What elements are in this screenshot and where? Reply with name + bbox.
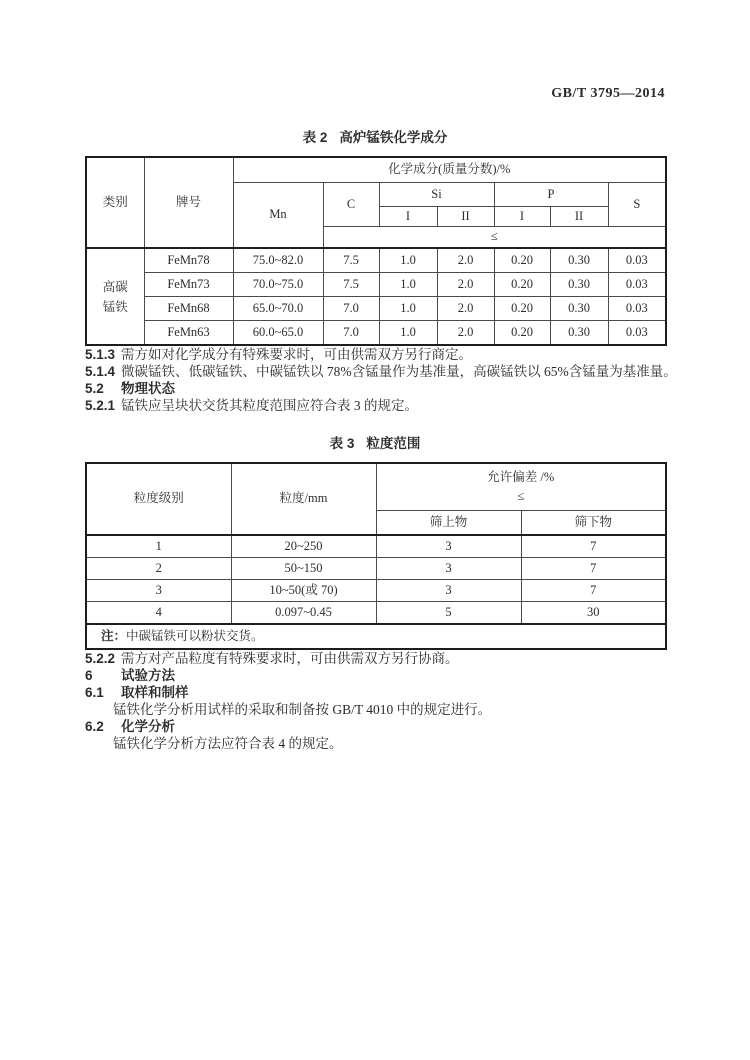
si1-cell: 1.0 [379, 248, 437, 273]
table3-title-text: 粒度范围 [366, 436, 421, 451]
heading-number: 6 [85, 668, 93, 683]
page-content [85, 0, 677, 752]
heading-5-2 [85, 380, 665, 397]
clause-5-1-4 [85, 363, 677, 380]
table2-chemical-composition [85, 156, 667, 346]
heading-number: 5.2 [85, 381, 104, 396]
table2-label: 表 2 [302, 130, 328, 145]
table2-row [86, 248, 666, 273]
clause-5-2-1 [85, 397, 665, 414]
heading-text: 化学分析 [121, 719, 175, 734]
heading-number: 6.1 [85, 685, 104, 700]
c-cell: 7.5 [323, 273, 379, 297]
s-cell: 0.03 [608, 297, 666, 321]
header-size-class: 粒度级别 [86, 463, 231, 535]
heading-text: 物理状态 [121, 381, 175, 396]
table3-row [86, 602, 666, 625]
header-grade: 牌号 [144, 157, 233, 248]
table2-row [86, 297, 666, 321]
heading-number: 6.2 [85, 719, 104, 734]
oversize-cell: 3 [376, 558, 521, 580]
class-cell: 3 [86, 580, 231, 602]
table3-note-row [86, 624, 666, 649]
p1-cell: 0.20 [494, 248, 550, 273]
clause-number: 5.2.2 [85, 651, 116, 666]
oversize-cell: 3 [376, 580, 521, 602]
undersize-cell: 7 [521, 535, 666, 558]
heading-6 [85, 667, 665, 684]
header-si: Si [379, 183, 494, 207]
p1-cell: 0.20 [494, 273, 550, 297]
table3-row [86, 558, 666, 580]
mn-cell: 75.0~82.0 [233, 248, 323, 273]
p2-cell: 0.30 [550, 248, 608, 273]
si1-cell: 1.0 [379, 297, 437, 321]
grade-cell: FeMn78 [144, 248, 233, 273]
header-c: C [323, 183, 379, 227]
category-line1: 高碳 [102, 279, 128, 294]
mn-cell: 70.0~75.0 [233, 273, 323, 297]
mn-cell: 65.0~70.0 [233, 297, 323, 321]
heading-6-1 [85, 684, 665, 701]
header-p: P [494, 183, 608, 207]
table3-row [86, 580, 666, 602]
header-undersize: 筛下物 [521, 511, 666, 536]
grade-cell: FeMn63 [144, 321, 233, 346]
clause-number: 5.1.4 [85, 364, 116, 379]
table-note [86, 624, 666, 649]
standard-code-header: GB/T 3795—2014 [551, 86, 665, 101]
oversize-cell: 3 [376, 535, 521, 558]
size-cell: 0.097~0.45 [231, 602, 376, 625]
header-s: S [608, 183, 666, 227]
header-p-group2: II [550, 207, 608, 227]
paragraph-6-1: 锰铁化学分析用试样的采取和制备按 GB/T 4010 中的规定进行。 [113, 702, 492, 717]
clause-number: 5.1.3 [85, 347, 116, 362]
tolerance-max-symbol: ≤ [517, 489, 525, 503]
table3-label: 表 3 [329, 436, 355, 451]
header-max-symbol: ≤ [323, 227, 666, 249]
p1-cell: 0.20 [494, 297, 550, 321]
oversize-cell: 5 [376, 602, 521, 625]
si1-cell: 1.0 [379, 321, 437, 346]
si2-cell: 2.0 [437, 273, 494, 297]
clause-5-2-2 [85, 650, 665, 667]
table3-row [86, 535, 666, 558]
undersize-cell: 7 [521, 558, 666, 580]
clause-5-1-3 [85, 346, 665, 363]
s-cell: 0.03 [608, 273, 666, 297]
heading-text: 试验方法 [121, 668, 175, 683]
header-oversize: 筛上物 [376, 511, 521, 536]
category-line2: 锰铁 [102, 299, 128, 314]
clause-text: 需方对产品粒度有特殊要求时，可由供需双方另行协商。 [121, 651, 459, 666]
clause-text: 需方如对化学成分有特殊要求时，可由供需双方另行商定。 [121, 347, 472, 362]
size-cell: 20~250 [231, 535, 376, 558]
heading-6-2 [85, 718, 665, 735]
grade-cell: FeMn68 [144, 297, 233, 321]
mn-cell: 60.0~65.0 [233, 321, 323, 346]
p2-cell: 0.30 [550, 273, 608, 297]
clause-number: 5.2.1 [85, 398, 116, 413]
header-mn: Mn [233, 183, 323, 249]
table2-row [86, 321, 666, 346]
header-size-mm: 粒度/mm [231, 463, 376, 535]
si2-cell: 2.0 [437, 321, 494, 346]
class-cell: 4 [86, 602, 231, 625]
note-text: 中碳锰铁可以粉状交货。 [126, 628, 264, 643]
p2-cell: 0.30 [550, 297, 608, 321]
undersize-cell: 7 [521, 580, 666, 602]
table2-row [86, 273, 666, 297]
class-cell: 1 [86, 535, 231, 558]
header-tolerance [376, 463, 666, 511]
c-cell: 7.0 [323, 321, 379, 346]
grade-cell: FeMn73 [144, 273, 233, 297]
s-cell: 0.03 [608, 248, 666, 273]
si1-cell: 1.0 [379, 273, 437, 297]
si2-cell: 2.0 [437, 248, 494, 273]
undersize-cell: 30 [521, 602, 666, 625]
header-p-group1: I [494, 207, 550, 227]
c-cell: 7.0 [323, 297, 379, 321]
p2-cell: 0.30 [550, 321, 608, 346]
category-cell [86, 248, 144, 345]
size-cell: 10~50(或 70) [231, 580, 376, 602]
p1-cell: 0.20 [494, 321, 550, 346]
header-si-group1: I [379, 207, 437, 227]
s-cell: 0.03 [608, 321, 666, 346]
paragraph-6-2: 锰铁化学分析方法应符合表 4 的规定。 [113, 736, 343, 751]
tolerance-label: 允许偏差 /% [487, 470, 555, 485]
table3-title [85, 432, 665, 452]
header-category: 类别 [86, 157, 144, 248]
clause-text: 微碳锰铁、低碳锰铁、中碳锰铁以 78%含锰量作为基准量，高碳锰铁以 65%含锰量为基准量。 [121, 364, 677, 379]
header-si-group2: II [437, 207, 494, 227]
table3-particle-size [85, 462, 667, 650]
class-cell: 2 [86, 558, 231, 580]
clause-text: 锰铁应呈块状交货其粒度范围应符合表 3 的规定。 [121, 398, 418, 413]
c-cell: 7.5 [323, 248, 379, 273]
size-cell: 50~150 [231, 558, 376, 580]
table2-title-text: 高炉锰铁化学成分 [339, 130, 448, 145]
header-chem-group: 化学成分(质量分数)/% [233, 157, 666, 183]
table2-title [85, 126, 665, 146]
note-label: 注： [101, 628, 127, 643]
si2-cell: 2.0 [437, 297, 494, 321]
heading-text: 取样和制样 [121, 685, 189, 700]
